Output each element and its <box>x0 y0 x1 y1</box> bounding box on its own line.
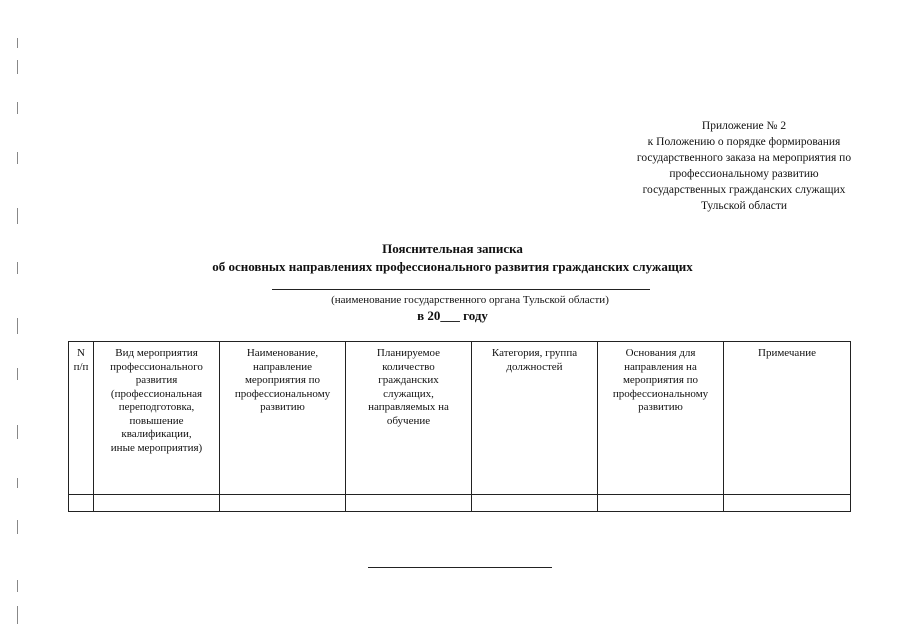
column-header-grounds <box>598 342 724 495</box>
column-header-position-category <box>472 342 598 495</box>
appendix-line: профессиональному развитию <box>669 168 819 180</box>
scan-edge-mark <box>17 580 18 592</box>
header-text: п/п <box>73 360 89 373</box>
table-cell <box>94 495 220 512</box>
closing-line <box>368 567 552 568</box>
appendix-line: к Положению о порядке формирования <box>647 136 841 148</box>
column-header-note <box>724 342 851 495</box>
header-text: профессионального <box>110 360 203 373</box>
header-text: направляемых на <box>368 401 449 413</box>
appendix-line: государственных гражданских служащих <box>642 184 846 196</box>
year-label: в 20___ году <box>417 308 488 323</box>
column-header-planned-count <box>346 342 472 495</box>
column-header-event-name <box>220 342 346 495</box>
org-name-caption: (наименование государственного органа Тульской области) <box>331 294 609 306</box>
scan-edge-mark <box>17 38 18 48</box>
scan-edge-mark <box>17 152 18 164</box>
table-row <box>69 495 851 512</box>
header-text: количество <box>382 360 435 373</box>
header-text: направление <box>253 360 312 373</box>
document-title: Пояснительная записка <box>382 241 523 256</box>
org-name-blank-line <box>272 289 650 290</box>
table-cell <box>220 495 346 512</box>
scan-edge-mark <box>17 368 18 380</box>
header-text: профессиональному <box>234 387 331 400</box>
scan-edge-mark <box>17 425 18 439</box>
header-text: мероприятия по <box>622 374 699 386</box>
header-text: Вид мероприятия <box>115 347 198 359</box>
scan-edge-mark <box>17 208 18 224</box>
document-subtitle: об основных направлениях профессионального развития гражданских служащих <box>212 259 693 274</box>
column-header-event-type <box>94 342 220 495</box>
header-text: квалификации, <box>121 428 192 440</box>
table-header-row <box>69 342 851 495</box>
header-text: переподготовка, <box>118 401 195 413</box>
scan-edge-mark <box>17 60 18 74</box>
table-cell <box>472 495 598 512</box>
header-text: гражданских <box>378 374 439 386</box>
header-text: Примечание <box>758 347 816 359</box>
header-text: Основания для <box>625 347 696 359</box>
scan-edge-mark <box>17 478 18 488</box>
appendix-line: государственного заказа на мероприятия по <box>636 152 852 164</box>
table-cell <box>69 495 94 512</box>
table-cell <box>598 495 724 512</box>
appendix-line: Тульской области <box>700 200 787 212</box>
header-text: развитию <box>260 401 305 413</box>
header-text: N <box>77 347 85 359</box>
header-text: повышение <box>129 414 184 427</box>
header-text: направления на <box>624 360 697 373</box>
scan-edge-mark <box>17 102 18 114</box>
column-header-number <box>69 342 94 495</box>
appendix-line: Приложение № 2 <box>701 120 787 132</box>
header-text: развития <box>135 374 178 386</box>
table-cell <box>346 495 472 512</box>
header-text: служащих, <box>383 387 434 400</box>
header-text: Планируемое <box>376 347 441 359</box>
header-text: обучение <box>386 414 431 427</box>
scan-edge-mark <box>17 606 18 624</box>
scan-edge-mark <box>17 520 18 534</box>
header-text: развитию <box>638 401 683 413</box>
header-text: мероприятия по <box>244 374 321 386</box>
table-cell <box>724 495 851 512</box>
header-text: Категория, группа <box>491 347 578 359</box>
header-text: (профессиональная <box>110 387 203 400</box>
events-table <box>68 341 851 512</box>
header-text: иные мероприятия) <box>110 441 203 454</box>
header-text: профессиональному <box>612 387 709 400</box>
appendix-reference <box>598 118 890 214</box>
header-text: должностей <box>506 360 563 373</box>
header-text: Наименование, <box>246 347 319 359</box>
